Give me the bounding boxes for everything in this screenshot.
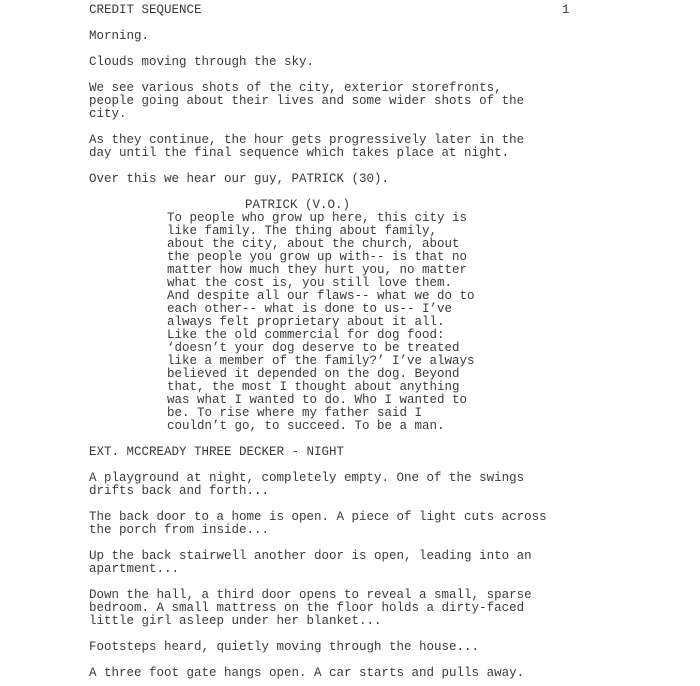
action-line: city.	[89, 107, 127, 121]
action-line: little girl asleep under her blanket...	[89, 614, 382, 628]
dialogue-line: that, the most I thought about anything	[167, 380, 460, 394]
action-line: Up the back stairwell another door is open, leading into an	[89, 549, 532, 563]
dialogue-line: Like the old commercial for dog food:	[167, 328, 445, 342]
action-line: Footsteps heard, quietly moving through the house...	[89, 640, 480, 654]
character-name: PATRICK (V.O.)	[245, 198, 351, 212]
dialogue-line: be. To rise where my father said I	[167, 406, 423, 420]
dialogue-line: about the city, about the church, about	[167, 237, 460, 251]
action-line: A playground at night, completely empty. One of the swings	[89, 471, 525, 485]
dialogue-line: matter how much they hurt you, no matter	[167, 263, 468, 277]
dialogue-line: like a member of the family?’ I’ve always	[167, 354, 475, 368]
action-line: As they continue, the hour gets progressively later in the	[89, 133, 525, 147]
action-line: We see various shots of the city, exterior storefronts,	[89, 81, 502, 95]
dialogue-line: each other-- what is done to us-- I’ve	[167, 302, 453, 316]
scene-heading: CREDIT SEQUENCE	[89, 3, 202, 17]
action-line: people going about their lives and some wider shots of the	[89, 94, 525, 108]
dialogue-line: was what I wanted to do. Who I wanted to	[167, 393, 468, 407]
dialogue-line: always felt proprietary about it all.	[167, 315, 445, 329]
dialogue-line: believed it depended on the dog. Beyond	[167, 367, 460, 381]
page-number: 1	[562, 3, 570, 17]
action-line: drifts back and forth...	[89, 484, 270, 498]
dialogue-line: To people who grow up here, this city is	[167, 211, 468, 225]
dialogue-line: And despite all our flaws-- what we do to	[167, 289, 475, 303]
dialogue-line: ‘doesn’t your dog deserve to be treated	[167, 341, 460, 355]
action-line: Over this we hear our guy, PATRICK (30).	[89, 172, 390, 186]
action-line: bedroom. A small mattress on the floor holds a dirty-faced	[89, 601, 525, 615]
action-line: the porch from inside...	[89, 523, 270, 537]
action-line: Down the hall, a third door opens to reveal a small, sparse	[89, 588, 532, 602]
scene-heading: EXT. MCCREADY THREE DECKER - NIGHT	[89, 445, 345, 459]
dialogue-line: the people you grow up with-- is that no	[167, 250, 468, 264]
action-line: Morning.	[89, 29, 150, 43]
dialogue-line: what the cost is, you still love them.	[167, 276, 453, 290]
dialogue-line: couldn’t go, to succeed. To be a man.	[167, 419, 445, 433]
action-line: A three foot gate hangs open. A car starts and pulls away.	[89, 666, 525, 680]
action-line: day until the final sequence which takes place at night.	[89, 146, 510, 160]
dialogue-line: like family. The thing about family,	[167, 224, 438, 238]
action-line: The back door to a home is open. A piece of light cuts across	[89, 510, 547, 524]
action-line: Clouds moving through the sky.	[89, 55, 315, 69]
action-line: apartment...	[89, 562, 180, 576]
